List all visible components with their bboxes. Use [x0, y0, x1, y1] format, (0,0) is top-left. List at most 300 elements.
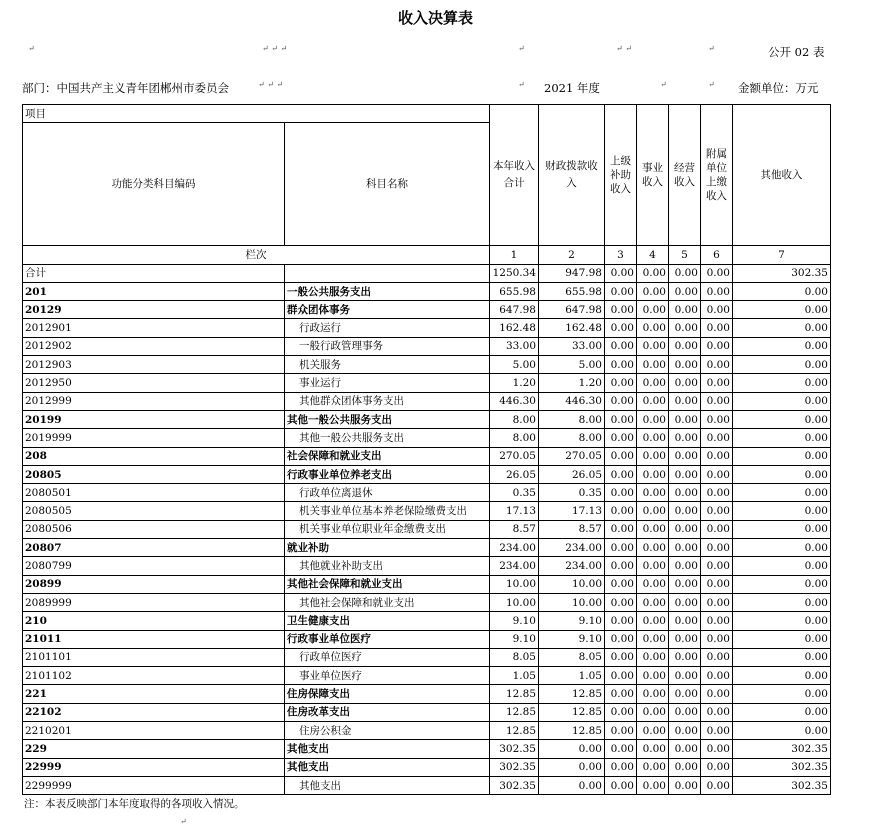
table-row [23, 703, 831, 721]
amount-cell: 0.00 [637, 593, 669, 611]
amount-cell: 0.00 [669, 465, 701, 483]
amount-cell: 0.00 [733, 612, 831, 630]
amount-cell: 0.00 [669, 758, 701, 776]
function-code-cell: 229 [23, 740, 285, 758]
subject-name-cell: 其他一般公共服务支出 [285, 429, 490, 447]
amount-cell: 33.00 [490, 337, 539, 355]
subject-name-cell [285, 264, 490, 282]
amount-cell: 1250.34 [490, 264, 539, 282]
paragraph-mark: ↵ [708, 44, 715, 53]
amount-cell: 0.00 [733, 539, 831, 557]
fiscal-year: 2021 年度 [544, 81, 600, 95]
table-row [23, 667, 831, 685]
amount-cell: 0.00 [701, 429, 733, 447]
amount-cell: 0.00 [733, 447, 831, 465]
page-title: 收入决算表 [397, 9, 473, 27]
amount-cell: 0.00 [605, 593, 637, 611]
amount-cell: 0.00 [637, 447, 669, 465]
amount-cell: 0.00 [605, 502, 637, 520]
amount-cell: 10.00 [539, 593, 605, 611]
subject-name-cell: 机关服务 [285, 356, 490, 374]
function-code-cell: 2210201 [23, 722, 285, 740]
amount-cell: 0.35 [490, 484, 539, 502]
amount-cell: 0.00 [701, 539, 733, 557]
subject-name-cell: 其他社会保障和就业支出 [285, 575, 490, 593]
subject-name-cell: 事业运行 [285, 374, 490, 392]
amount-cell: 1.05 [490, 667, 539, 685]
function-code-cell: 2012903 [23, 356, 285, 374]
amount-cell: 5.00 [490, 356, 539, 374]
amount-cell: 26.05 [490, 465, 539, 483]
amount-cell: 0.00 [669, 612, 701, 630]
amount-cell: 0.00 [605, 539, 637, 557]
subject-name-cell: 住房保障支出 [285, 685, 490, 703]
amount-cell: 0.00 [605, 703, 637, 721]
amount-cell: 0.00 [701, 612, 733, 630]
amount-cell: 0.00 [701, 337, 733, 355]
amount-cell: 0.00 [605, 722, 637, 740]
amount-cell: 0.00 [701, 740, 733, 758]
amount-cell: 0.00 [733, 648, 831, 666]
function-code-cell: 合计 [23, 264, 285, 282]
table-row [23, 484, 831, 502]
amount-cell: 0.00 [669, 703, 701, 721]
amount-cell: 0.00 [733, 593, 831, 611]
header-row-label: 栏次 [23, 246, 490, 264]
amount-cell: 0.00 [733, 410, 831, 428]
header-fiscal-income: 财政拨款收入 [539, 105, 605, 246]
amount-cell: 12.85 [490, 722, 539, 740]
amount-cell: 0.00 [669, 301, 701, 319]
subject-name-cell: 行政单位医疗 [285, 648, 490, 666]
paragraph-mark: ↵ ↵ ↵ [258, 80, 284, 89]
header-total-income: 本年收入合计 [490, 105, 539, 246]
table-row [23, 557, 831, 575]
amount-cell: 0.00 [701, 667, 733, 685]
table-row [23, 447, 831, 465]
amount-cell: 947.98 [539, 264, 605, 282]
amount-cell: 0.00 [637, 264, 669, 282]
subject-name-cell: 行政事业单位养老支出 [285, 465, 490, 483]
amount-cell: 17.13 [490, 502, 539, 520]
amount-cell: 9.10 [490, 612, 539, 630]
amount-cell: 0.00 [637, 319, 669, 337]
amount-cell: 33.00 [539, 337, 605, 355]
amount-cell: 0.00 [605, 758, 637, 776]
amount-cell: 0.00 [605, 319, 637, 337]
table-row [23, 502, 831, 520]
function-code-cell: 2012901 [23, 319, 285, 337]
amount-cell: 302.35 [733, 758, 831, 776]
table-row [23, 429, 831, 447]
amount-cell: 0.00 [637, 740, 669, 758]
function-code-cell: 20129 [23, 301, 285, 319]
table-row [23, 612, 831, 630]
header-item: 项目 [23, 105, 490, 123]
table-row [23, 337, 831, 355]
table-row [23, 356, 831, 374]
amount-cell: 8.57 [539, 520, 605, 538]
amount-cell: 0.00 [701, 575, 733, 593]
amount-cell: 0.00 [701, 484, 733, 502]
header-operating-income: 经营收入 [669, 105, 701, 246]
amount-cell: 0.00 [733, 319, 831, 337]
amount-cell: 0.00 [669, 484, 701, 502]
amount-cell: 12.85 [490, 703, 539, 721]
function-code-cell: 221 [23, 685, 285, 703]
amount-cell: 0.00 [605, 374, 637, 392]
subject-name-cell: 机关事业单位职业年金缴费支出 [285, 520, 490, 538]
amount-cell: 0.00 [669, 593, 701, 611]
table-row [23, 539, 831, 557]
subject-name-cell: 事业单位医疗 [285, 667, 490, 685]
amount-cell: 0.00 [733, 374, 831, 392]
amount-cell: 0.00 [701, 648, 733, 666]
amount-cell: 0.00 [733, 337, 831, 355]
subject-name-cell: 卫生健康支出 [285, 612, 490, 630]
amount-cell: 8.57 [490, 520, 539, 538]
amount-cell: 0.00 [637, 374, 669, 392]
amount-cell: 0.00 [605, 282, 637, 300]
amount-cell: 17.13 [539, 502, 605, 520]
amount-cell: 0.00 [701, 557, 733, 575]
amount-cell: 0.00 [637, 337, 669, 355]
amount-cell: 0.00 [605, 740, 637, 758]
column-number: 6 [701, 246, 733, 264]
amount-cell: 0.00 [605, 301, 637, 319]
function-code-cell: 22102 [23, 703, 285, 721]
amount-cell: 0.00 [701, 319, 733, 337]
amount-cell: 0.00 [701, 776, 733, 794]
amount-cell: 0.00 [669, 502, 701, 520]
amount-cell: 0.00 [733, 484, 831, 502]
subject-name-cell: 其他支出 [285, 740, 490, 758]
amount-cell: 0.00 [669, 722, 701, 740]
amount-cell: 234.00 [490, 539, 539, 557]
amount-cell: 0.00 [637, 392, 669, 410]
amount-cell: 234.00 [490, 557, 539, 575]
amount-cell: 0.00 [701, 356, 733, 374]
table-row [23, 282, 831, 300]
amount-cell: 0.00 [733, 392, 831, 410]
amount-cell: 0.00 [701, 374, 733, 392]
amount-cell: 0.00 [605, 484, 637, 502]
table-row [23, 319, 831, 337]
amount-cell: 0.00 [637, 356, 669, 374]
function-code-cell: 2012902 [23, 337, 285, 355]
amount-cell: 0.00 [605, 612, 637, 630]
function-code-cell: 2299999 [23, 776, 285, 794]
amount-cell: 647.98 [539, 301, 605, 319]
amount-cell: 0.00 [669, 374, 701, 392]
amount-cell: 0.00 [637, 776, 669, 794]
table-row [23, 301, 831, 319]
amount-cell: 647.98 [490, 301, 539, 319]
amount-cell: 0.00 [701, 520, 733, 538]
amount-cell: 162.48 [490, 319, 539, 337]
amount-cell: 0.00 [701, 722, 733, 740]
amount-cell: 0.00 [637, 648, 669, 666]
amount-cell: 10.00 [539, 575, 605, 593]
amount-cell: 0.00 [605, 520, 637, 538]
function-code-cell: 2080799 [23, 557, 285, 575]
function-code-cell: 20807 [23, 539, 285, 557]
amount-cell: 0.00 [669, 667, 701, 685]
amount-cell: 0.00 [637, 429, 669, 447]
table-row [23, 740, 831, 758]
function-code-cell: 2101102 [23, 667, 285, 685]
amount-cell: 1.05 [539, 667, 605, 685]
amount-cell: 0.00 [733, 502, 831, 520]
amount-cell: 0.00 [539, 740, 605, 758]
function-code-cell: 2080506 [23, 520, 285, 538]
amount-cell: 655.98 [490, 282, 539, 300]
amount-cell: 0.00 [605, 429, 637, 447]
amount-cell: 0.00 [733, 557, 831, 575]
amount-cell: 0.00 [701, 392, 733, 410]
subject-name-cell: 就业补助 [285, 539, 490, 557]
amount-cell: 446.30 [490, 392, 539, 410]
amount-cell: 0.00 [701, 282, 733, 300]
amount-cell: 0.00 [605, 685, 637, 703]
amount-cell: 302.35 [733, 264, 831, 282]
footnote: 注：本表反映部门本年度取得的各项收入情况。 [24, 798, 245, 810]
amount-cell: 12.85 [539, 703, 605, 721]
amount-cell: 0.00 [539, 776, 605, 794]
amount-cell: 0.00 [701, 301, 733, 319]
function-code-cell: 201 [23, 282, 285, 300]
amount-cell: 0.00 [733, 356, 831, 374]
amount-cell: 0.00 [669, 557, 701, 575]
amount-cell: 0.00 [701, 410, 733, 428]
amount-cell: 12.85 [539, 685, 605, 703]
amount-cell: 1.20 [490, 374, 539, 392]
amount-cell: 0.00 [733, 703, 831, 721]
amount-cell: 0.00 [701, 703, 733, 721]
amount-cell: 5.00 [539, 356, 605, 374]
subject-name-cell: 社会保障和就业支出 [285, 447, 490, 465]
amount-cell: 302.35 [490, 758, 539, 776]
table-row [23, 520, 831, 538]
amount-cell: 0.00 [701, 264, 733, 282]
amount-cell: 0.00 [669, 630, 701, 648]
amount-cell: 0.00 [605, 667, 637, 685]
amount-cell: 0.00 [605, 630, 637, 648]
amount-cell: 0.00 [637, 520, 669, 538]
amount-cell: 270.05 [490, 447, 539, 465]
amount-cell: 0.00 [701, 465, 733, 483]
subject-name-cell: 行政运行 [285, 319, 490, 337]
amount-cell: 8.05 [490, 648, 539, 666]
header-affiliate-income: 附属单位上缴收入 [701, 105, 733, 246]
department-name: 部门：中国共产主义青年团郴州市委员会 [22, 81, 229, 95]
amount-cell: 12.85 [539, 722, 605, 740]
amount-cell: 10.00 [490, 593, 539, 611]
header-other-income: 其他收入 [733, 105, 831, 246]
function-code-cell: 21011 [23, 630, 285, 648]
amount-cell: 0.00 [733, 282, 831, 300]
amount-cell: 0.00 [605, 648, 637, 666]
amount-cell: 0.00 [733, 685, 831, 703]
amount-cell: 9.10 [539, 612, 605, 630]
amount-cell: 0.00 [605, 465, 637, 483]
header-superior-subsidy: 上级补助收入 [605, 105, 637, 246]
amount-cell: 12.85 [490, 685, 539, 703]
table-row [23, 648, 831, 666]
amount-unit: 金额单位：万元 [738, 81, 819, 95]
amount-cell: 0.00 [669, 685, 701, 703]
amount-cell: 302.35 [490, 740, 539, 758]
amount-cell: 0.00 [605, 337, 637, 355]
amount-cell: 0.00 [539, 758, 605, 776]
amount-cell: 0.00 [701, 447, 733, 465]
amount-cell: 234.00 [539, 557, 605, 575]
table-row [23, 264, 831, 282]
amount-cell: 0.00 [637, 282, 669, 300]
amount-cell: 0.00 [637, 484, 669, 502]
amount-cell: 0.00 [733, 722, 831, 740]
amount-cell: 9.10 [539, 630, 605, 648]
amount-cell: 0.00 [605, 557, 637, 575]
paragraph-mark: ↵ [180, 817, 187, 826]
amount-cell: 0.00 [637, 630, 669, 648]
amount-cell: 0.00 [605, 392, 637, 410]
function-code-cell: 208 [23, 447, 285, 465]
subject-name-cell: 一般行政管理事务 [285, 337, 490, 355]
amount-cell: 0.00 [605, 264, 637, 282]
function-code-cell: 2089999 [23, 593, 285, 611]
amount-cell: 302.35 [490, 776, 539, 794]
department-line [0, 80, 871, 94]
amount-cell: 0.00 [669, 319, 701, 337]
table-row [23, 685, 831, 703]
table-row [23, 758, 831, 776]
amount-cell: 270.05 [539, 447, 605, 465]
amount-cell: 8.05 [539, 648, 605, 666]
amount-cell: 0.00 [637, 758, 669, 776]
paragraph-mark: ↵ [708, 80, 715, 89]
subject-name-cell: 群众团体事务 [285, 301, 490, 319]
amount-cell: 26.05 [539, 465, 605, 483]
amount-cell: 0.00 [701, 593, 733, 611]
table-row [23, 374, 831, 392]
amount-cell: 302.35 [733, 776, 831, 794]
function-code-cell: 2080501 [23, 484, 285, 502]
column-number: 1 [490, 246, 539, 264]
subject-name-cell: 行政单位离退休 [285, 484, 490, 502]
amount-cell: 0.00 [733, 575, 831, 593]
table-row [23, 410, 831, 428]
table-row [23, 722, 831, 740]
amount-cell: 8.00 [539, 410, 605, 428]
subject-name-cell: 其他社会保障和就业支出 [285, 593, 490, 611]
amount-cell: 10.00 [490, 575, 539, 593]
subject-name-cell: 机关事业单位基本养老保险缴费支出 [285, 502, 490, 520]
function-code-cell: 2019999 [23, 429, 285, 447]
amount-cell: 0.00 [637, 575, 669, 593]
amount-cell: 0.00 [637, 722, 669, 740]
subject-name-cell: 其他支出 [285, 776, 490, 794]
amount-cell: 0.00 [605, 356, 637, 374]
amount-cell: 0.00 [637, 667, 669, 685]
amount-cell: 0.00 [669, 392, 701, 410]
amount-cell: 1.20 [539, 374, 605, 392]
amount-cell: 0.00 [637, 612, 669, 630]
amount-cell: 0.00 [605, 776, 637, 794]
subject-name-cell: 住房改革支出 [285, 703, 490, 721]
column-number: 7 [733, 246, 831, 264]
function-code-cell: 22999 [23, 758, 285, 776]
amount-cell: 0.00 [669, 282, 701, 300]
amount-cell: 0.00 [637, 539, 669, 557]
header-subject-name: 科目名称 [285, 123, 490, 246]
subject-name-cell: 其他群众团体事务支出 [285, 392, 490, 410]
subject-name-cell: 行政事业单位医疗 [285, 630, 490, 648]
column-number: 3 [605, 246, 637, 264]
amount-cell: 8.00 [490, 410, 539, 428]
amount-cell: 0.00 [669, 337, 701, 355]
amount-cell: 0.00 [669, 575, 701, 593]
function-code-cell: 2012950 [23, 374, 285, 392]
amount-cell: 0.00 [701, 502, 733, 520]
amount-cell: 0.00 [669, 410, 701, 428]
amount-cell: 0.00 [733, 465, 831, 483]
amount-cell: 0.00 [701, 685, 733, 703]
function-code-cell: 2012999 [23, 392, 285, 410]
amount-cell: 234.00 [539, 539, 605, 557]
subject-name-cell: 其他一般公共服务支出 [285, 410, 490, 428]
paragraph-mark: ↵ ↵ [616, 44, 632, 53]
function-code-cell: 20805 [23, 465, 285, 483]
table-row [23, 630, 831, 648]
subject-name-cell: 其他支出 [285, 758, 490, 776]
amount-cell: 0.00 [637, 703, 669, 721]
paragraph-mark: ↵ [518, 44, 525, 53]
function-code-cell: 20899 [23, 575, 285, 593]
amount-cell: 0.00 [669, 429, 701, 447]
amount-cell: 0.00 [733, 520, 831, 538]
subject-name-cell: 一般公共服务支出 [285, 282, 490, 300]
amount-cell: 0.00 [701, 630, 733, 648]
amount-cell: 0.00 [669, 776, 701, 794]
column-number: 4 [637, 246, 669, 264]
column-number: 2 [539, 246, 605, 264]
amount-cell: 0.00 [669, 740, 701, 758]
amount-cell: 0.00 [637, 465, 669, 483]
amount-cell: 0.00 [637, 410, 669, 428]
amount-cell: 0.00 [605, 575, 637, 593]
table-row [23, 593, 831, 611]
function-code-cell: 2080505 [23, 502, 285, 520]
amount-cell: 8.00 [490, 429, 539, 447]
table-row [23, 776, 831, 794]
function-code-cell: 20199 [23, 410, 285, 428]
amount-cell: 446.30 [539, 392, 605, 410]
table-row [23, 575, 831, 593]
amount-cell: 0.00 [605, 447, 637, 465]
column-number: 5 [669, 246, 701, 264]
paragraph-mark: ↵ [28, 44, 35, 53]
function-code-cell: 210 [23, 612, 285, 630]
table-number: 公开 02 表 [768, 45, 825, 59]
paragraph-mark: ↵ ↵ ↵ [262, 44, 288, 53]
amount-cell: 0.00 [637, 557, 669, 575]
amount-cell: 0.00 [669, 539, 701, 557]
amount-cell: 0.00 [701, 758, 733, 776]
header-business-income: 事业收入 [637, 105, 669, 246]
amount-cell: 0.00 [605, 410, 637, 428]
amount-cell: 302.35 [733, 740, 831, 758]
